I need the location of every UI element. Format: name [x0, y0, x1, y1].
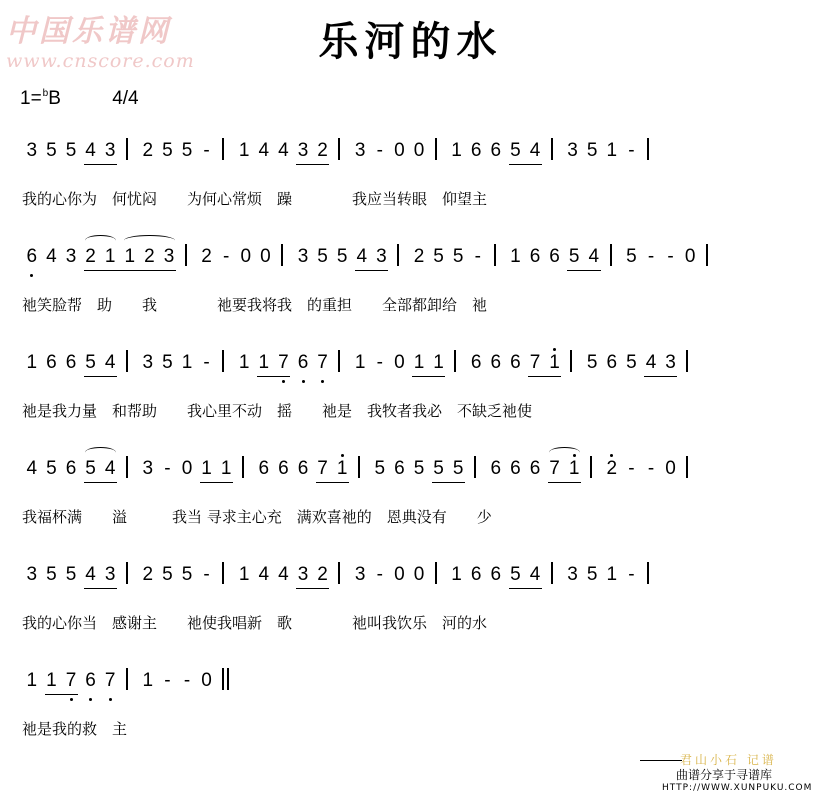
rest: 0 [394, 352, 405, 373]
note: 5 [181, 140, 193, 161]
lyrics-line: 我的心你为 何忧闷 为何心常烦 躁 我应当转眼 仰望主 [22, 190, 488, 208]
note: 6 [65, 352, 77, 373]
song-title: 乐河的水 [318, 19, 503, 65]
barline [126, 138, 128, 160]
note: 6 [85, 670, 96, 691]
note: 3 [65, 246, 77, 267]
rest: 0 [240, 246, 252, 267]
lyrics-line: 我福杯满 溢 我当 寻求主心充 满欢喜祂的 恩典没有 少 [22, 508, 492, 526]
note: 5 [46, 140, 57, 161]
note: 2 [413, 246, 425, 267]
rest: 0 [181, 458, 193, 479]
extension-dash: - [183, 670, 191, 691]
note: 5 [626, 246, 637, 267]
high-octave-dot [610, 454, 613, 457]
note: 6 [529, 246, 541, 267]
note: 6 [297, 458, 309, 479]
barline [454, 350, 456, 372]
note: 7 [278, 352, 289, 373]
note: 6 [394, 458, 405, 479]
barline [126, 350, 128, 372]
note: 6 [258, 458, 270, 479]
note: 5 [433, 246, 444, 267]
notation-system [0, 448, 821, 554]
note: 1 [354, 352, 366, 373]
note: 5 [46, 564, 57, 585]
extension-dash: - [164, 670, 171, 691]
barline [242, 456, 244, 478]
key-and-time [20, 88, 139, 110]
eighth-underline [296, 588, 329, 589]
eighth-underline [84, 270, 176, 271]
note: 5 [626, 352, 637, 373]
note: 6 [470, 352, 482, 373]
rest: 0 [684, 246, 696, 267]
eighth-underline [355, 270, 388, 271]
note: 1 [26, 352, 38, 373]
notation-line [22, 130, 812, 170]
note: 1 [104, 246, 116, 267]
note: 1 [124, 246, 136, 267]
note: 6 [549, 246, 560, 267]
note: 1 [142, 670, 154, 691]
note: 5 [317, 246, 328, 267]
note: 1 [606, 564, 618, 585]
barline [435, 138, 437, 160]
low-octave-dot [282, 380, 285, 383]
eighth-underline [257, 376, 290, 377]
note: 6 [510, 352, 521, 373]
notation-line [22, 448, 812, 488]
barline [126, 668, 128, 690]
eighth-underline [644, 376, 677, 377]
note: 1 [238, 564, 250, 585]
extension-dash: - [376, 352, 383, 373]
lyrics-line: 我的心你当 感谢主 祂使我唱新 歌 祂叫我饮乐 河的水 [22, 614, 488, 632]
rest: 0 [201, 670, 212, 691]
barline [686, 350, 688, 372]
note: 6 [26, 246, 38, 267]
note: 5 [85, 458, 96, 479]
eighth-underline [509, 588, 542, 589]
barline [281, 244, 283, 266]
note: 7 [529, 352, 541, 373]
note: 4 [104, 458, 116, 479]
note: 1 [258, 352, 270, 373]
note: 6 [490, 140, 502, 161]
note: 1 [220, 458, 232, 479]
note: 5 [452, 246, 464, 267]
note: 4 [85, 140, 96, 161]
note: 7 [317, 458, 328, 479]
note: 3 [354, 564, 366, 585]
tie-slur [549, 447, 580, 458]
barline [474, 456, 476, 478]
note: 2 [201, 246, 212, 267]
extension-dash: - [628, 564, 635, 585]
rest: 0 [413, 140, 425, 161]
note: 3 [163, 246, 175, 267]
low-octave-dot [109, 698, 112, 701]
note: 4 [529, 140, 541, 161]
note: 3 [26, 564, 38, 585]
note: 2 [317, 140, 328, 161]
note: 7 [317, 352, 328, 373]
note: 5 [374, 458, 386, 479]
low-octave-dot [30, 274, 33, 277]
rest: 0 [260, 246, 271, 267]
barline [647, 138, 649, 160]
barline [338, 562, 340, 584]
extension-dash: - [647, 458, 655, 479]
barline [551, 138, 553, 160]
note: 5 [162, 140, 173, 161]
barline [222, 562, 224, 584]
credit-handwritten-signature: 君山小石 记谱 [680, 753, 777, 767]
eighth-underline [509, 164, 542, 165]
extension-dash: - [376, 564, 383, 585]
note: 5 [586, 140, 598, 161]
barline [222, 350, 224, 372]
watermark-logo: 中国乐谱网 [6, 14, 171, 49]
note: 2 [144, 246, 155, 267]
note: 3 [376, 246, 387, 267]
note: 1 [181, 352, 193, 373]
eighth-underline [316, 482, 349, 483]
eighth-underline [84, 164, 117, 165]
barline [358, 456, 360, 478]
extension-dash: - [647, 246, 655, 267]
note: 4 [278, 564, 289, 585]
eighth-underline [528, 376, 561, 377]
note: 4 [46, 246, 57, 267]
note: 6 [606, 352, 618, 373]
barline [494, 244, 496, 266]
barline [222, 138, 224, 160]
credit-text: 曲谱分享于寻谱库 [676, 768, 773, 782]
tie-slur [85, 235, 116, 246]
note: 2 [317, 564, 328, 585]
barline [397, 244, 399, 266]
note: 4 [26, 458, 38, 479]
barline [551, 562, 553, 584]
note: 5 [413, 458, 425, 479]
note: 5 [510, 140, 521, 161]
note: 3 [567, 564, 578, 585]
rest: 0 [394, 564, 405, 585]
note: 2 [85, 246, 96, 267]
barline [706, 244, 708, 266]
note: 7 [65, 670, 77, 691]
eighth-underline [432, 482, 465, 483]
eighth-underline [84, 482, 117, 483]
extension-dash: - [376, 140, 383, 161]
low-octave-dot [89, 698, 92, 701]
credit-url: HTTP://WWW.XUNPUKU.COM [662, 783, 813, 793]
extension-dash: - [628, 140, 635, 161]
tie-slur [85, 447, 116, 458]
extension-dash: - [203, 564, 210, 585]
note: 1 [238, 352, 250, 373]
note: 1 [606, 140, 618, 161]
note: 1 [46, 670, 57, 691]
note: 5 [65, 140, 77, 161]
extension-dash: - [164, 458, 171, 479]
note: 1 [336, 458, 348, 479]
high-octave-dot [341, 454, 344, 457]
note: 1 [433, 352, 444, 373]
note: 3 [26, 140, 38, 161]
note: 5 [452, 458, 464, 479]
key-prefix: 1= [20, 88, 42, 109]
note: 4 [85, 564, 96, 585]
notation-line [22, 342, 812, 382]
barline [570, 350, 572, 372]
credit-dash [640, 760, 682, 761]
eighth-underline [200, 482, 233, 483]
note: 6 [510, 458, 521, 479]
note: 6 [65, 458, 77, 479]
note: 6 [529, 458, 541, 479]
barline [610, 244, 612, 266]
note: 3 [104, 140, 116, 161]
note: 6 [490, 352, 502, 373]
note: 7 [104, 670, 116, 691]
note: 1 [549, 352, 560, 373]
note: 1 [568, 458, 580, 479]
lyrics-line: 祂笑脸帮 助 我 祂要我将我 的重担 全部都卸给 祂 [22, 296, 488, 314]
notation-line [22, 554, 812, 594]
flat-sign: b [42, 88, 49, 99]
note: 3 [142, 458, 154, 479]
key-note: B [48, 88, 61, 109]
barline [590, 456, 592, 478]
notation-line [22, 236, 812, 276]
note: 3 [665, 352, 676, 373]
note: 3 [104, 564, 116, 585]
rest: 0 [394, 140, 405, 161]
note: 5 [336, 246, 348, 267]
note: 3 [567, 140, 578, 161]
lyrics-line: 祂是我力量 和帮助 我心里不动 摇 祂是 我牧者我必 不缺乏祂使 [22, 402, 533, 420]
note: 5 [181, 564, 193, 585]
note: 6 [470, 140, 482, 161]
tie-slur [124, 235, 175, 246]
note: 1 [451, 564, 462, 585]
barline [338, 138, 340, 160]
note: 4 [104, 352, 116, 373]
note: 5 [65, 564, 77, 585]
note: 6 [278, 458, 289, 479]
rest: 0 [665, 458, 676, 479]
note: 3 [297, 564, 309, 585]
low-octave-dot [321, 380, 324, 383]
barline [338, 350, 340, 372]
note: 2 [142, 140, 154, 161]
note: 3 [142, 352, 154, 373]
note: 6 [490, 564, 502, 585]
eighth-underline [567, 270, 600, 271]
note: 5 [85, 352, 96, 373]
extension-dash: - [223, 246, 230, 267]
barline [185, 244, 187, 266]
note: 4 [529, 564, 541, 585]
note: 5 [162, 564, 173, 585]
notation-system [0, 554, 821, 660]
rest: 0 [413, 564, 425, 585]
eighth-underline [45, 694, 78, 695]
barline [647, 562, 649, 584]
note: 4 [356, 246, 368, 267]
note: 4 [645, 352, 657, 373]
barline [126, 456, 128, 478]
extension-dash: - [203, 140, 210, 161]
notation-system [0, 342, 821, 448]
note: 3 [354, 140, 366, 161]
eighth-underline [412, 376, 445, 377]
note: 5 [46, 458, 57, 479]
note: 4 [278, 140, 289, 161]
lyrics-line: 祂是我的救 主 [22, 720, 128, 738]
notation-line [22, 660, 812, 700]
note: 5 [568, 246, 580, 267]
note: 1 [510, 246, 521, 267]
note: 6 [297, 352, 309, 373]
time-signature: 4/4 [112, 88, 139, 109]
extension-dash: - [203, 352, 210, 373]
extension-dash: - [628, 458, 635, 479]
eighth-underline [548, 482, 581, 483]
eighth-underline [296, 164, 329, 165]
note: 5 [433, 458, 444, 479]
barline [686, 456, 688, 478]
barline [126, 562, 128, 584]
note: 2 [606, 458, 618, 479]
low-octave-dot [70, 698, 73, 701]
note: 4 [258, 564, 270, 585]
note: 1 [26, 670, 38, 691]
note: 4 [258, 140, 270, 161]
extension-dash: - [474, 246, 481, 267]
note: 5 [510, 564, 521, 585]
note: 4 [588, 246, 600, 267]
notation-system [0, 130, 821, 236]
barline [435, 562, 437, 584]
note: 3 [297, 140, 309, 161]
note: 1 [201, 458, 212, 479]
note: 5 [586, 352, 598, 373]
eighth-underline [84, 588, 117, 589]
note: 6 [46, 352, 57, 373]
eighth-underline [84, 376, 117, 377]
note: 2 [142, 564, 154, 585]
watermark-url: www.cnscore.com [6, 50, 195, 72]
final-barline [222, 668, 229, 690]
notation-system [0, 236, 821, 342]
note: 1 [413, 352, 425, 373]
note: 7 [549, 458, 560, 479]
note: 1 [238, 140, 250, 161]
note: 6 [470, 564, 482, 585]
note: 3 [297, 246, 309, 267]
note: 6 [490, 458, 502, 479]
note: 1 [451, 140, 462, 161]
high-octave-dot [553, 348, 556, 351]
extension-dash: - [667, 246, 674, 267]
note: 5 [586, 564, 598, 585]
note: 5 [162, 352, 173, 373]
low-octave-dot [302, 380, 305, 383]
